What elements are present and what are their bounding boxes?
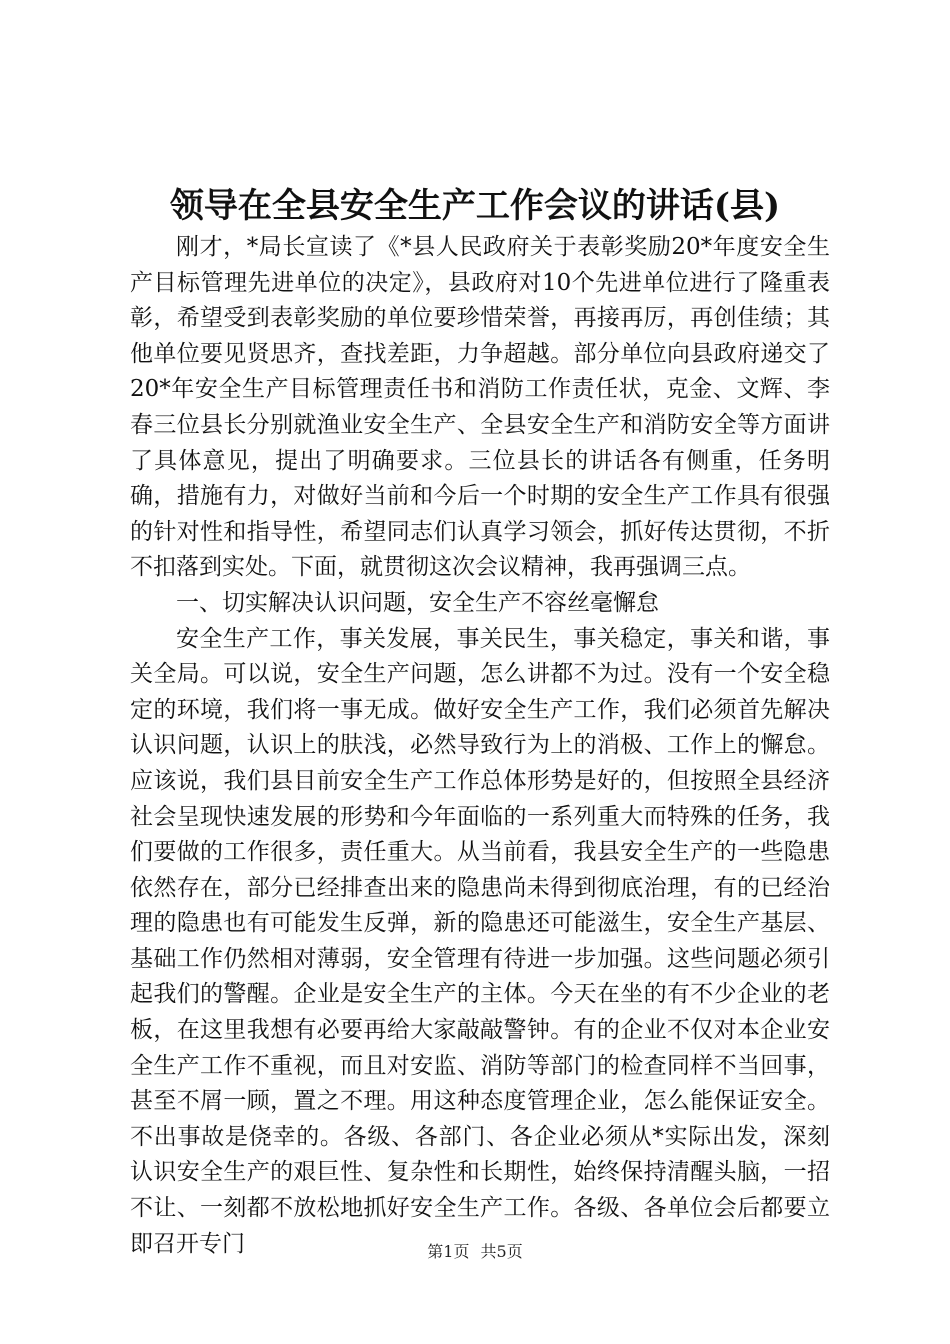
section-paragraph: 安全生产工作，事关发展，事关民生，事关稳定，事关和谐，事关全局。可以说，安全生产问题，怎么讲都不为过。没有一个安全稳定的环境，我们将一事无成。做好安全生产工作，我们必须首先解决认识问题，认识上的肤浅，必然导致行为上的消极、工作上的懈怠。应该说，我们县目前安全生产工作总体形势是好的，但按照全县经济社会呈现快速发展的形势和今年面临的一系列重大而特殊的任务，我们要做的工作很多，责任重大。从当前看，我县安全生产的一些隐患依然存在，部分已经排查出来的隐患尚未得到彻底治理，有的已经治理的隐患也有可能发生反弹，新的隐患还可能滋生，安全生产基层、基础工作仍然相对薄弱，安全管理有待进一步加强。这些问题必须引起我们的警醒。企业是安全生产的主体。今天在坐的有不少企业的老板，在这里我想有必要再给大家敲敲警钟。有的企业不仅对本企业安全生产工作不重视，而且对安监、消防等部门的检查同样不当回事，甚至不屑一顾，置之不理。用这种态度管理企业，怎么能保证安全。不出事故是侥幸的。各级、各部门、各企业必须从*实际出发，深刻认识安全生产的艰巨性、复杂性和长期性，始终保持清醒头脑，一招不让、一刻都不放松地抓好安全生产工作。各级、各单位会后都要立即召开专门 xyxy=(130,625,830,1257)
document-body xyxy=(130,230,830,1262)
page-number: 第1页 xyxy=(427,1242,470,1261)
section-heading: 一、切实解决认识问题，安全生产不容丝毫懈怠 xyxy=(176,589,659,616)
intro-paragraph: 刚才，*局长宣读了《*县人民政府关于表彰奖励20*年度安全生产目标管理先进单位的决定》，县政府对10个先进单位进行了隆重表彰，希望受到表彰奖励的单位要珍惜荣誉，再接再厉，再创佳绩；其他单位要见贤思齐，查找差距，力争超越。部分单位向县政府递交了20*年安全生产目标管理责任书和消防工作责任状，克金、文辉、李春三位县长分别就渔业安全生产、全县安全生产和消防安全等方面讲了具体意见，提出了明确要求。三位县长的讲话各有侧重，任务明确，措施有力，对做好当前和今后一个时期的安全生产工作具有很强的针对性和指导性，希望同志们认真学习领会，抓好传达贯彻，不折不扣落到实处。下面，就贯彻这次会议精神，我再强调三点。 xyxy=(130,234,830,581)
document-title: 领导在全县安全生产工作会议的讲话(县) xyxy=(169,186,781,226)
page-total: 共5页 xyxy=(480,1242,523,1261)
page-footer xyxy=(0,1242,950,1262)
